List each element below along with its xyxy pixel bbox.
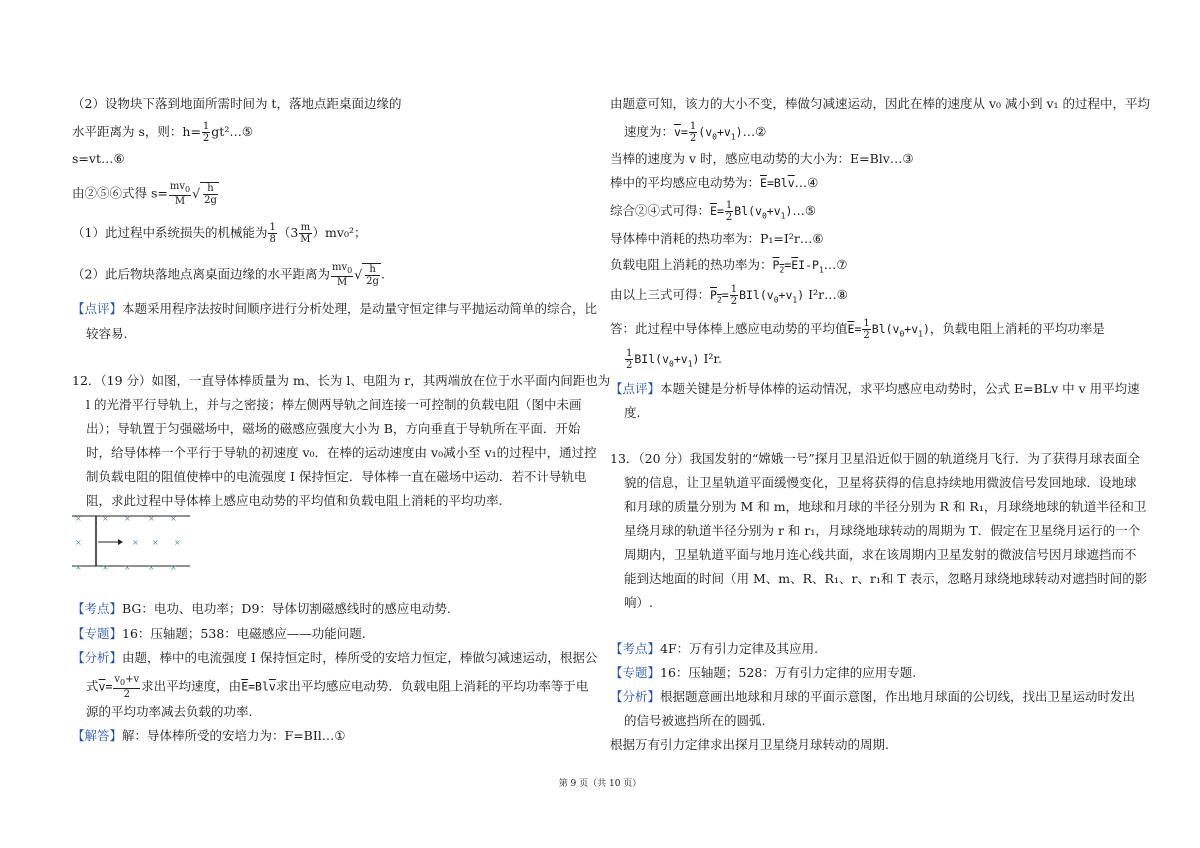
svg-text:×: × bbox=[124, 514, 131, 523]
formula-line: 综合②④式可得：$\overline{E}=$ $\frac{1}{2}$ $Bl(v_0+v_1)\dots ⑤$ bbox=[610, 200, 817, 223]
fraction: $\frac{1}{2}$ bbox=[863, 318, 870, 341]
question-line: 13．（20 分）我国发射的“嫦娥一号”探月卫星沿近似于圆的轨道绕月飞行．为了获得月球表面全 bbox=[610, 451, 1140, 466]
tag-label: 【解答】 bbox=[72, 728, 123, 743]
tag-label: 【分析】 bbox=[72, 650, 123, 665]
formula-line bbox=[72, 181, 219, 207]
fenxi-line bbox=[72, 649, 597, 667]
fraction: $\frac{1}{2}$ bbox=[689, 121, 697, 144]
svg-text:×: × bbox=[75, 514, 82, 523]
question-line: 周期内，卫星轨道平面与地月连心线共面，求在该周期内卫星发射的微波信号因月球遮挡而不 bbox=[624, 547, 1137, 562]
zhuanti-line bbox=[72, 625, 366, 643]
text-span: 棒中的平均感应电动势为： bbox=[610, 175, 761, 190]
text-span: I²r. bbox=[703, 351, 722, 366]
text-span: …④ bbox=[794, 175, 819, 190]
text-line: 根据万有引力定律求出探月卫星绕月球转动的周期. bbox=[610, 737, 889, 752]
svg-text:×: × bbox=[102, 514, 109, 523]
svg-text:×: × bbox=[152, 538, 159, 547]
fraction: $\frac{1}{8}$ bbox=[269, 222, 276, 245]
fraction: $\frac{mv_0}{M}$ bbox=[331, 262, 353, 288]
text-span: 4F：万有引力定律及其应用. bbox=[660, 641, 819, 656]
text-span: …⑧ bbox=[824, 287, 848, 302]
formula-line: 棒中的平均感应电动势为：$\overline{E}=Bl\overline{v}\dots ④$ bbox=[610, 175, 819, 190]
svg-text:×: × bbox=[170, 563, 177, 572]
text-span: 式 bbox=[86, 678, 99, 694]
sqrt: √ $\frac{h}{2g}$ bbox=[354, 264, 379, 287]
svg-text:×: × bbox=[102, 563, 109, 572]
page-footer: 第 9 页（共 10 页） bbox=[558, 779, 642, 789]
fraction: $\frac{mv_0}{M}$ bbox=[169, 181, 191, 207]
tag-label: 【点评】 bbox=[610, 381, 661, 396]
svg-text:×: × bbox=[132, 538, 139, 547]
text-span: 解：导体棒所受的安培力为：F=BIl…① bbox=[122, 728, 346, 743]
text-span: ）mv₀²； bbox=[312, 225, 367, 240]
fraction: $\frac{v_0+v}{2}$ bbox=[114, 674, 140, 700]
question-line: 制负载电阻的阻值使棒中的电流强度 I 保持恒定．导体棒一直在磁场中运动．若不计导轨电 bbox=[86, 469, 587, 484]
svg-text:×: × bbox=[148, 514, 155, 523]
tag-label: 【点评】 bbox=[72, 301, 123, 316]
formula-line: $\frac{1}{2}$ $BIl(v_0+v_1)$ I²r. bbox=[626, 348, 722, 371]
text-span: 由以上三式可得： bbox=[610, 287, 711, 302]
formula-line: 速度为：$\overline{v}=$ $\frac{1}{2}$ $(v_0+v_1)\dots ②$ bbox=[624, 121, 767, 144]
svg-text:×: × bbox=[170, 514, 177, 523]
formula-line: 由以上三式可得：$P_2=$ $\frac{1}{2}$ $BIl(v_0+v_1)$ I²r…⑧ bbox=[610, 284, 848, 307]
text-line: 当棒的速度为 v 时，感应电动势的大小为：E=Blv…③ bbox=[610, 151, 914, 166]
tag-label: 【分析】 bbox=[610, 689, 661, 704]
question-line: 星绕月球的轨道半径分别为 r 和 r₁，月球绕地球转动的周期为 T．假定在卫星绕月运行的一个 bbox=[624, 523, 1141, 538]
question-line: 和月球的质量分别为 M 和 m，地球和月球的半径分别为 R 和 R₁，月球绕地球的轨道半径和卫 bbox=[624, 499, 1147, 514]
sqrt: √ $\frac{h}{2g}$ bbox=[192, 183, 217, 206]
text-span: 由题，棒中的电流强度 I 保持恒定时，棒所受的安培力恒定，棒做匀减速运动，根据公 bbox=[122, 650, 598, 665]
text-span: 求出平均感应电动势．负载电阻上消耗的平均功率等于电 bbox=[275, 678, 589, 694]
text-span: 水平距离为 s，则：h= bbox=[72, 124, 201, 139]
zhuanti-line bbox=[610, 664, 916, 682]
formula-line bbox=[72, 121, 253, 144]
question-line: 能到达地面的时间（用 M、m、R、R₁、r、r₁和 T 表示，忽略月球绕地球转动对遮挡时间的影 bbox=[624, 571, 1148, 586]
question-line: l 的光滑平行导轨上，并与之密接；棒左侧两导轨之间连接一可控制的负载电阻（图中未画 bbox=[86, 397, 582, 412]
fraction: $\frac{1}{2}$ bbox=[202, 121, 210, 144]
text-span: gt²…⑤ bbox=[211, 124, 254, 139]
fraction: $\frac{1}{2}$ bbox=[725, 200, 733, 223]
tag-label: 【专题】 bbox=[610, 665, 661, 680]
field-crosses bbox=[75, 514, 181, 572]
formula-line bbox=[72, 222, 366, 245]
text-span: …⑦ bbox=[823, 257, 848, 272]
text-span: 综合②④式可得： bbox=[610, 203, 711, 218]
fraction: $\frac{1}{2}$ bbox=[626, 348, 633, 371]
text-line: 源的平均功率减去负载的功率. bbox=[86, 704, 253, 719]
formula-line: 式$\overline{v}=$ $\frac{v_0+v}{2}$ 求出平均速度，由$\overline{E}=Bl\overline{v}$求出平均感应电动势．负载电阻上消耗的平均功率等于电 bbox=[86, 674, 589, 700]
tag-label: 【考点】 bbox=[72, 601, 123, 616]
comment-line bbox=[72, 300, 597, 318]
text-span: （1）此过程中系统损失的机械能为 bbox=[72, 225, 268, 240]
question-line: 貌的信息，让卫星轨道平面缓慢变化，卫星将获得的信息持续地用微波信号发回地球．设地球 bbox=[624, 475, 1137, 490]
tag-label: 【考点】 bbox=[610, 641, 661, 656]
kaodian-line bbox=[72, 600, 451, 618]
question-line: 12．（19 分）如图，一直导体棒质量为 m、长为 l、电阻为 r，其两端放在位于水平面内间距也为 bbox=[72, 373, 611, 388]
text-line: s=vt…⑥ bbox=[72, 151, 125, 166]
question-line: 时，给导体棒一个平行于导轨的初速度 v₀．在棒的运动速度由 v₀减小至 v₁的过程中，通过控 bbox=[86, 445, 597, 460]
text-span: （2）此后物块落地点离桌面边缘的水平距离为 bbox=[72, 266, 330, 282]
text-span: 速度为： bbox=[624, 124, 675, 139]
text-span: 由②⑤⑥式得 s= bbox=[72, 185, 168, 201]
text-span: BG：电功、电功率；D9：导体切割磁感线时的感应电动势. bbox=[122, 601, 451, 616]
question-line: 出）；导轨置于匀强磁场中，磁场的磁感应强度大小为 B，方向垂直于导轨所在平面．开始 bbox=[86, 421, 581, 436]
text-span: 答：此过程中导体棒上感应电动势的平均值 bbox=[610, 321, 848, 336]
text-line: （2）设物块下落到地面所需时间为 t，落地点距桌面边缘的 bbox=[72, 96, 402, 111]
comment-line bbox=[610, 380, 1140, 398]
svg-text:×: × bbox=[75, 563, 82, 572]
text-line: 的信号被遮挡所在的圆弧. bbox=[624, 713, 766, 728]
text-span: 求出平均速度，由 bbox=[141, 678, 242, 694]
text-span: 16：压轴题；528：万有引力定律的应用专题. bbox=[660, 665, 917, 680]
magnetic-field-figure bbox=[72, 514, 194, 572]
jieda-line bbox=[72, 727, 346, 745]
text-line: 较容易. bbox=[86, 326, 128, 341]
fraction: $\frac{1}{2}$ bbox=[730, 284, 738, 307]
svg-text:×: × bbox=[174, 538, 181, 547]
question-line: 响）. bbox=[624, 595, 653, 610]
tag-label: 【专题】 bbox=[72, 626, 123, 641]
fraction: $\frac{m}{M}$ bbox=[300, 222, 311, 245]
velocity-arrowhead bbox=[118, 539, 123, 545]
text-line: 由题意可知，该力的大小不变，棒做匀减速运动，因此在棒的速度从 v₀ 减小到 v₁ 的过程中，平均 bbox=[610, 96, 1151, 111]
svg-text:×: × bbox=[124, 563, 131, 572]
question-line: 阻，求此过程中导体棒上感应电动势的平均值和负载电阻上消耗的平均功率. bbox=[86, 493, 503, 508]
text-line: 度. bbox=[624, 405, 641, 420]
text-span: 16：压轴题；538：电磁感应——功能问题. bbox=[122, 626, 366, 641]
text-span: 本题采用程序法按时间顺序进行分析处理，是动量守恒定律与平抛运动简单的综合，比 bbox=[122, 301, 598, 316]
fenxi-line bbox=[610, 688, 1135, 706]
text-span: …⑤ bbox=[792, 203, 817, 218]
text-line: 导体棒中消耗的热功率为：P₁=I²r…⑥ bbox=[610, 231, 824, 246]
text-span: （3 bbox=[277, 225, 299, 240]
text-span: 根据题意画出地球和月球的平面示意图，作出地月球面的公切线，找出卫星运动时发出 bbox=[660, 689, 1136, 704]
svg-text:×: × bbox=[148, 563, 155, 572]
answer-line: 答：此过程中导体棒上感应电动势的平均值$\overline{E}=$ $\frac{1}{2}$ $Bl(v_0+v_1)$，负载电阻上消耗的平均功率是 bbox=[610, 318, 1105, 341]
text-span: ，负载电阻上消耗的平均功率是 bbox=[929, 321, 1105, 336]
svg-text:×: × bbox=[75, 538, 82, 547]
text-span: 本题关键是分析导体棒的运动情况，求平均感应电动势时，公式 E=BLv 中 v 用平均速 bbox=[660, 381, 1140, 396]
kaodian-line bbox=[610, 640, 818, 658]
formula-line: 负载电阻上消耗的热功率为：$P_2=\overline{E}I-P_1\dots ⑦$ bbox=[610, 257, 848, 275]
formula-line: （2）此后物块落地点离桌面边缘的水平距离为 $\frac{mv_0}{M}$ √ $\frac{h}{2g}$ . bbox=[72, 262, 385, 288]
text-span: …② bbox=[742, 124, 767, 139]
text-span: 负载电阻上消耗的热功率为： bbox=[610, 257, 773, 272]
